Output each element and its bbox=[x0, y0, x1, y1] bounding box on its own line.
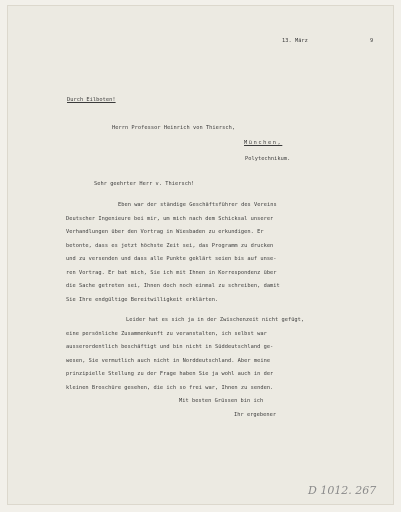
signoff-line: Ihr ergebener bbox=[234, 412, 277, 418]
body-line: eine persönliche Zusammenkunft zu veranstalten, ich selbst war bbox=[66, 331, 267, 337]
body-line: wesen, Sie vermutlich auch nicht in Norddeutschland. Aber meine bbox=[66, 358, 271, 364]
body-line: ren Vortrag. Er bat mich, Sie ich mit Ihnen in Korrespondenz über bbox=[66, 270, 277, 276]
page-number: 9 bbox=[370, 38, 374, 44]
greeting: Sehr geehrter Herr v. Thiersch! bbox=[94, 181, 195, 187]
recipient-name: Herrn Professor Heinrich von Thiersch, bbox=[112, 125, 236, 131]
body-line: Verhandlungen über den Vortrag in Wiesbaden zu erkundigen. Er bbox=[66, 229, 264, 235]
body-line: Sie Ihre endgültige Bereitwilligkeit erklärten. bbox=[66, 297, 219, 303]
body-line: und zu versenden und dass alle Punkte geklärt seien bis auf unse- bbox=[66, 256, 277, 262]
recipient-institution: Polytechnikum. bbox=[245, 156, 291, 162]
body-line: Eben war der ständige Geschäftsführer des Vereins bbox=[118, 202, 277, 208]
body-line: die Sache getreten sei, Ihnen doch noch einmal zu schreiben, damit bbox=[66, 283, 280, 289]
closing-line: Mit besten Grüssen bin ich bbox=[179, 398, 264, 404]
body-line: betonte, dass es jetzt höchste Zeit sei, das Programm zu drucken bbox=[66, 243, 274, 249]
body-line: prinzipielle Stellung zu der Frage haben Sie ja wohl auch in der bbox=[66, 371, 274, 377]
body-line: kleinen Broschüre gesehen, die ich so frei war, Ihnen zu senden. bbox=[66, 385, 274, 391]
body-line: Leider hat es sich ja in der Zwischenzeit nicht gefügt, bbox=[126, 317, 305, 323]
body-line: Deutscher Ingenieure bei mir, um mich nach dem Schicksal unserer bbox=[66, 216, 274, 222]
recipient-city: München, bbox=[244, 140, 283, 146]
delivery-note: Durch Eilboten! bbox=[67, 97, 116, 103]
body-line: ausserordentlich beschäftigt und bin nicht in Süddeutschland ge- bbox=[66, 344, 274, 350]
archive-mark: D 1012. 267 bbox=[308, 484, 377, 497]
letter-page bbox=[8, 6, 393, 504]
letter-date: 13. März bbox=[282, 38, 308, 44]
